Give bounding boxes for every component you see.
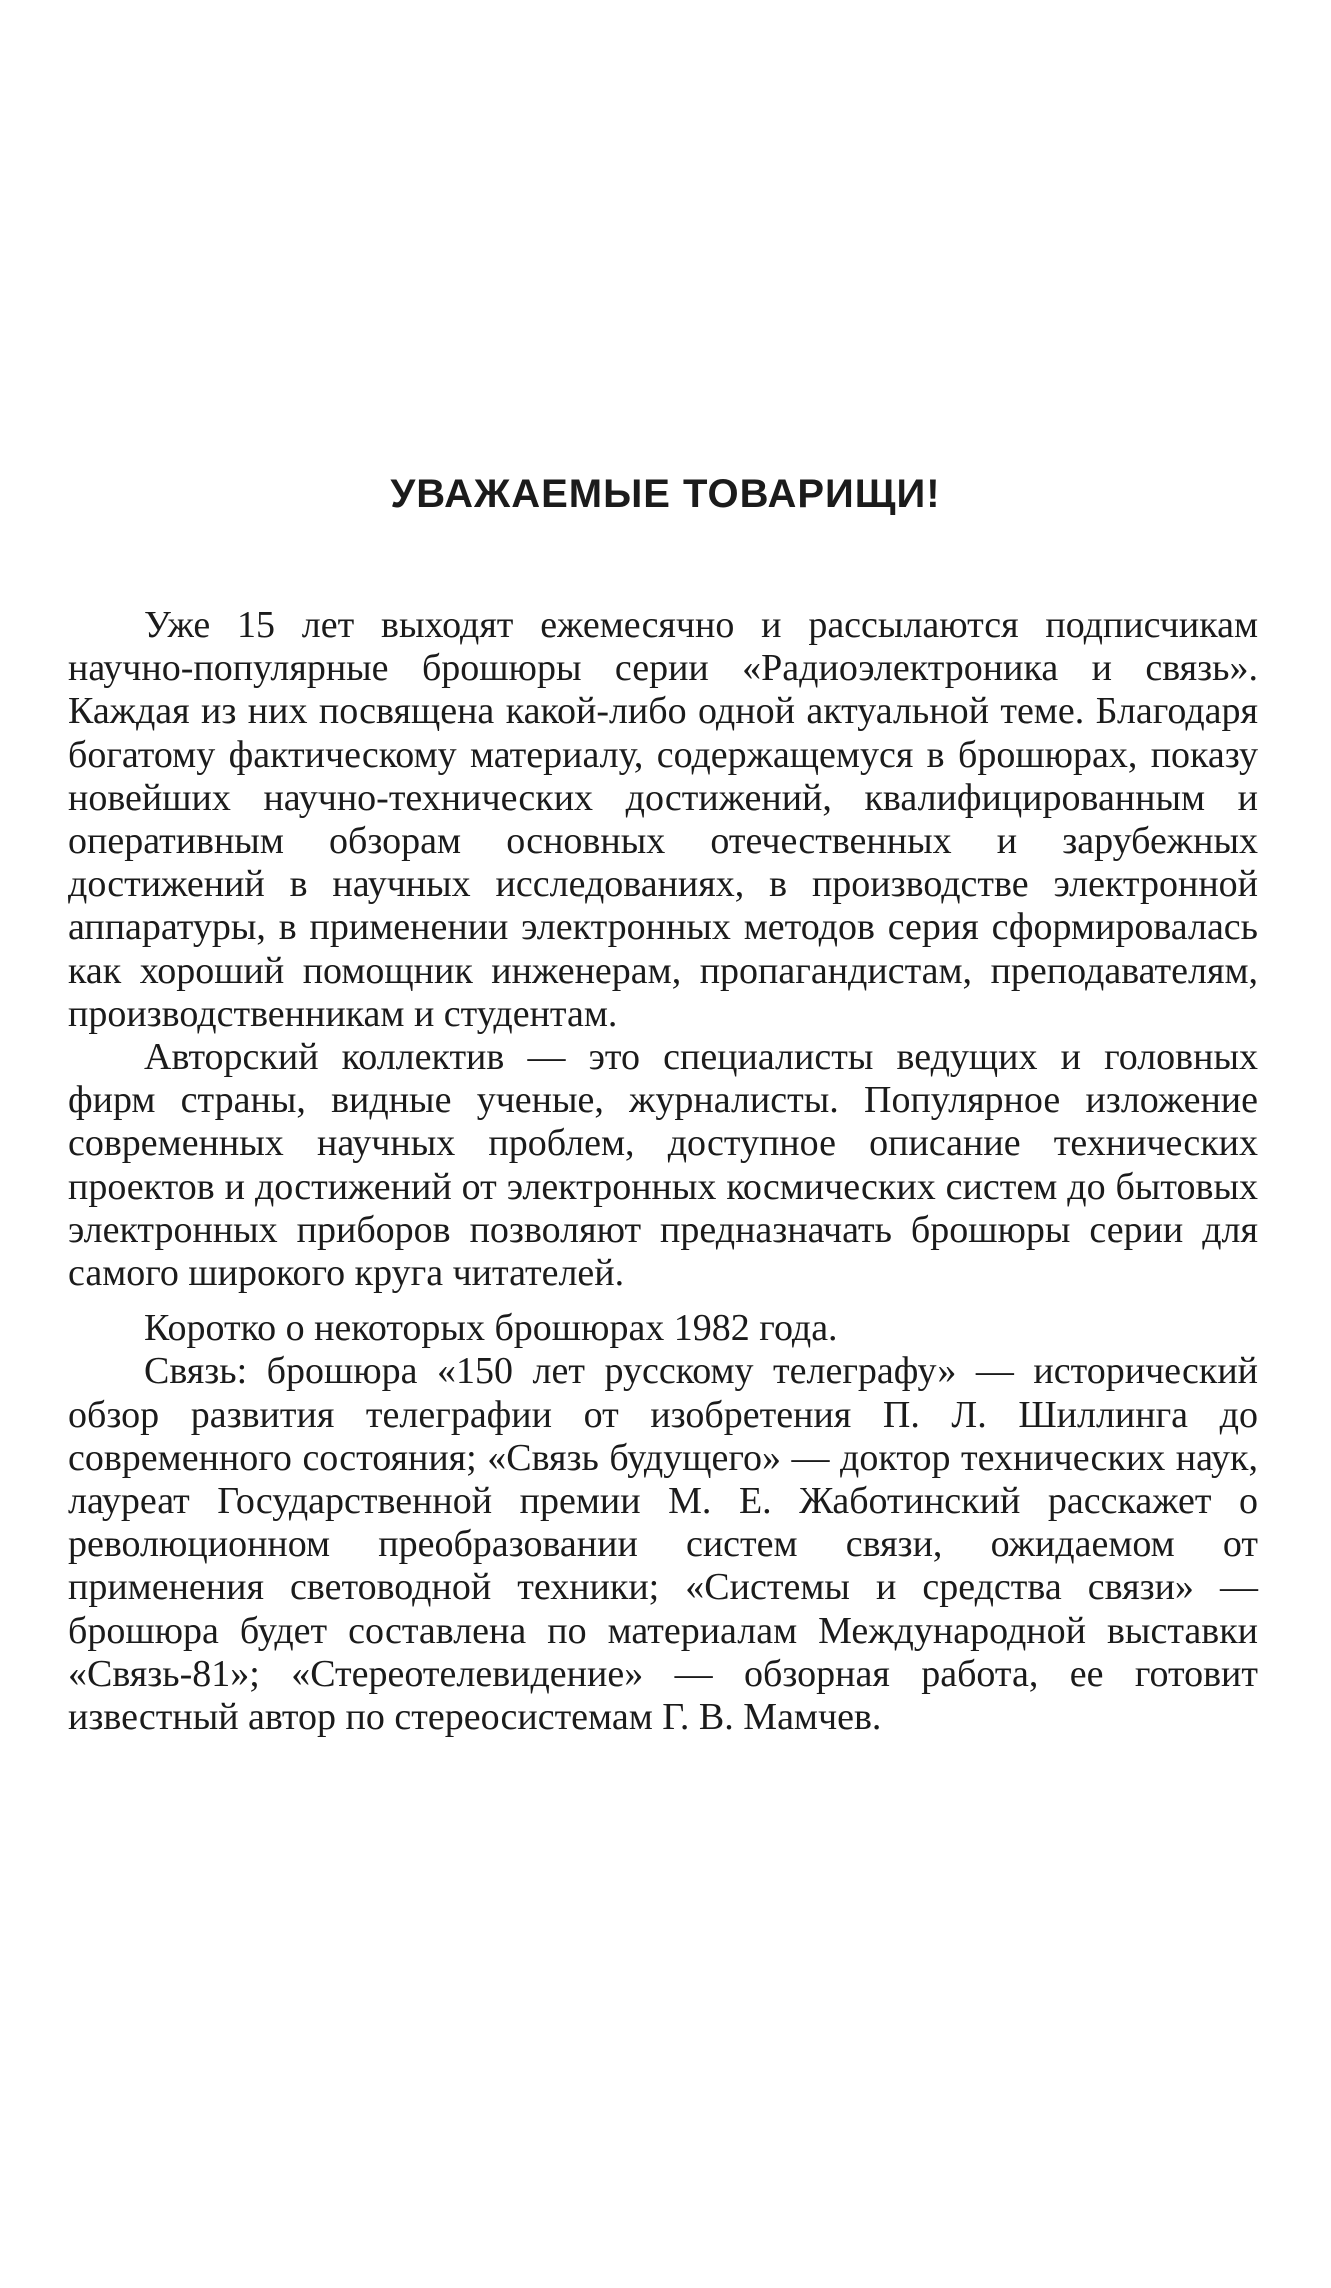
paragraph-series-intro: Уже 15 лет выходят ежемесячно и рассылаются подписчикам научно-популярные брошюры серии «Радиоэлектроника и связь». Каждая из них посвящена какой-либо одной актуальной теме. Благодаря богатому фактическому материалу, содержащемуся в брошюрах, показу новейших научно-технических достижений, квалифицированным и оперативным обзорам основных отечественных и зарубежных достижений в научных исследованиях, в производстве электронной аппаратуры, в применении электронных методов серия сформировалась как хороший помощник инженерам, пропагандистам, преподавателям, производственникам и студентам.: [68, 604, 1258, 1035]
paragraph-brochures-1982: Коротко о некоторых брошюрах 1982 года.: [144, 1307, 838, 1350]
page-heading: УВАЖАЕМЫЕ ТОВАРИЩИ!: [390, 472, 941, 516]
paragraph-authors: Авторский коллектив — это специалисты ведущих и головных фирм страны, видные ученые, журналисты. Популярное изложение современных научных проблем, доступное описание технических проектов и достижений от электронных космических систем до бытовых электронных приборов позволяют предназначать брошюры серии для самого широкого круга читателей.: [68, 1036, 1258, 1295]
paragraph-communication: Связь: брошюра «150 лет русскому телеграфу» — исторический обзор развития телеграфии от изобретения П. Л. Шиллинга до современного состояния; «Связь будущего» — доктор технических наук, лауреат Государственной премии М. Е. Жаботинский расскажет о революционном преобразовании систем связи, ожидаемом от применения световодной техники; «Системы и средства связи» — брошюра будет составлена по материалам Международной выставки «Связь-81»; «Стереотелевидение» — обзорная работа, ее готовит известный автор по стереосистемам Г. В. Мамчев.: [68, 1350, 1258, 1739]
body-text: [68, 604, 1258, 1739]
